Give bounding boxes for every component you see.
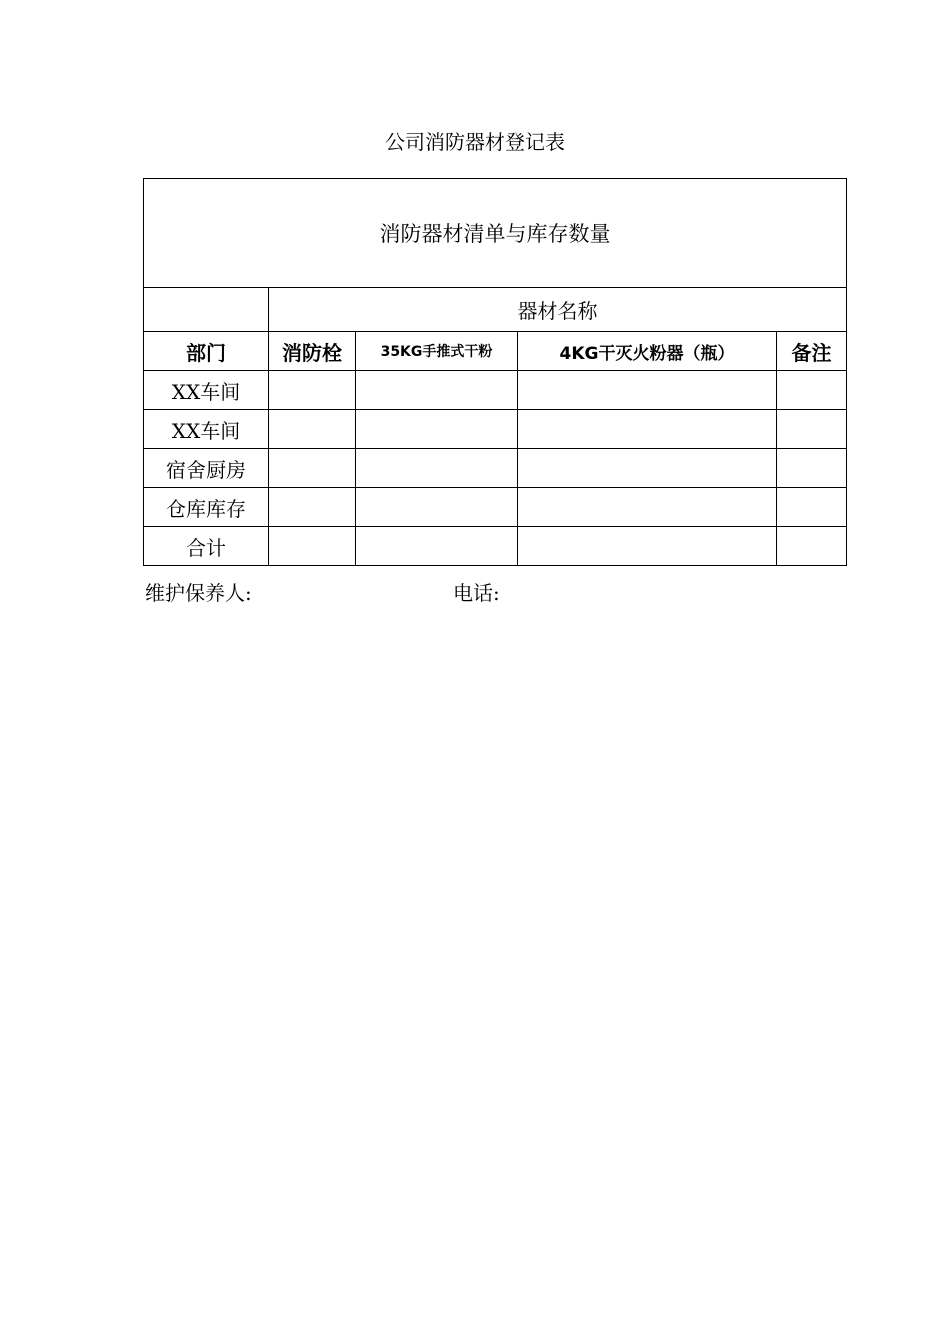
cell-remarks[interactable] (777, 371, 847, 410)
cell-35kg-cart[interactable] (356, 527, 518, 566)
group-header-equipment-name: 器材名称 (269, 288, 847, 332)
cell-department: XX车间 (144, 410, 269, 449)
cell-35kg-cart[interactable] (356, 410, 518, 449)
table-row (144, 371, 847, 410)
cell-remarks[interactable] (777, 410, 847, 449)
cell-hydrant[interactable] (269, 371, 356, 410)
cell-remarks[interactable] (777, 488, 847, 527)
table-caption-row (144, 179, 847, 288)
group-header-empty-cell (144, 288, 269, 332)
cell-hydrant[interactable] (269, 410, 356, 449)
cell-hydrant[interactable] (269, 488, 356, 527)
cell-hydrant[interactable] (269, 527, 356, 566)
column-header-4kg-extinguisher: 4KG干灭火粉器（瓶） (518, 332, 777, 371)
cell-4kg-extinguisher[interactable] (518, 488, 777, 527)
column-header-remarks: 备注 (777, 332, 847, 371)
column-header-35kg-cart-extinguisher: 35KG手推式干粉 (356, 332, 518, 371)
cell-4kg-extinguisher[interactable] (518, 527, 777, 566)
cell-department: 仓库库存 (144, 488, 269, 527)
cell-department: 合计 (144, 527, 269, 566)
cell-department: 宿舍厨房 (144, 449, 269, 488)
cell-35kg-cart[interactable] (356, 371, 518, 410)
table-row (144, 449, 847, 488)
table-row (144, 410, 847, 449)
column-header-hydrant: 消防栓 (269, 332, 356, 371)
cell-4kg-extinguisher[interactable] (518, 449, 777, 488)
document-title: 公司消防器材登记表 (385, 130, 565, 154)
group-header-row (144, 288, 847, 332)
equipment-register-table (143, 178, 847, 566)
column-header-row (144, 332, 847, 371)
column-header-department: 部门 (144, 332, 269, 371)
cell-35kg-cart[interactable] (356, 488, 518, 527)
cell-4kg-extinguisher[interactable] (518, 410, 777, 449)
table-row (144, 488, 847, 527)
cell-hydrant[interactable] (269, 449, 356, 488)
cell-35kg-cart[interactable] (356, 449, 518, 488)
table-caption: 消防器材清单与库存数量 (144, 179, 847, 288)
phone-label: 电话: (453, 581, 500, 605)
cell-remarks[interactable] (777, 449, 847, 488)
cell-department: XX车间 (144, 371, 269, 410)
table-row-total (144, 527, 847, 566)
cell-4kg-extinguisher[interactable] (518, 371, 777, 410)
maintainer-label: 维护保养人: (145, 581, 252, 605)
cell-remarks[interactable] (777, 527, 847, 566)
